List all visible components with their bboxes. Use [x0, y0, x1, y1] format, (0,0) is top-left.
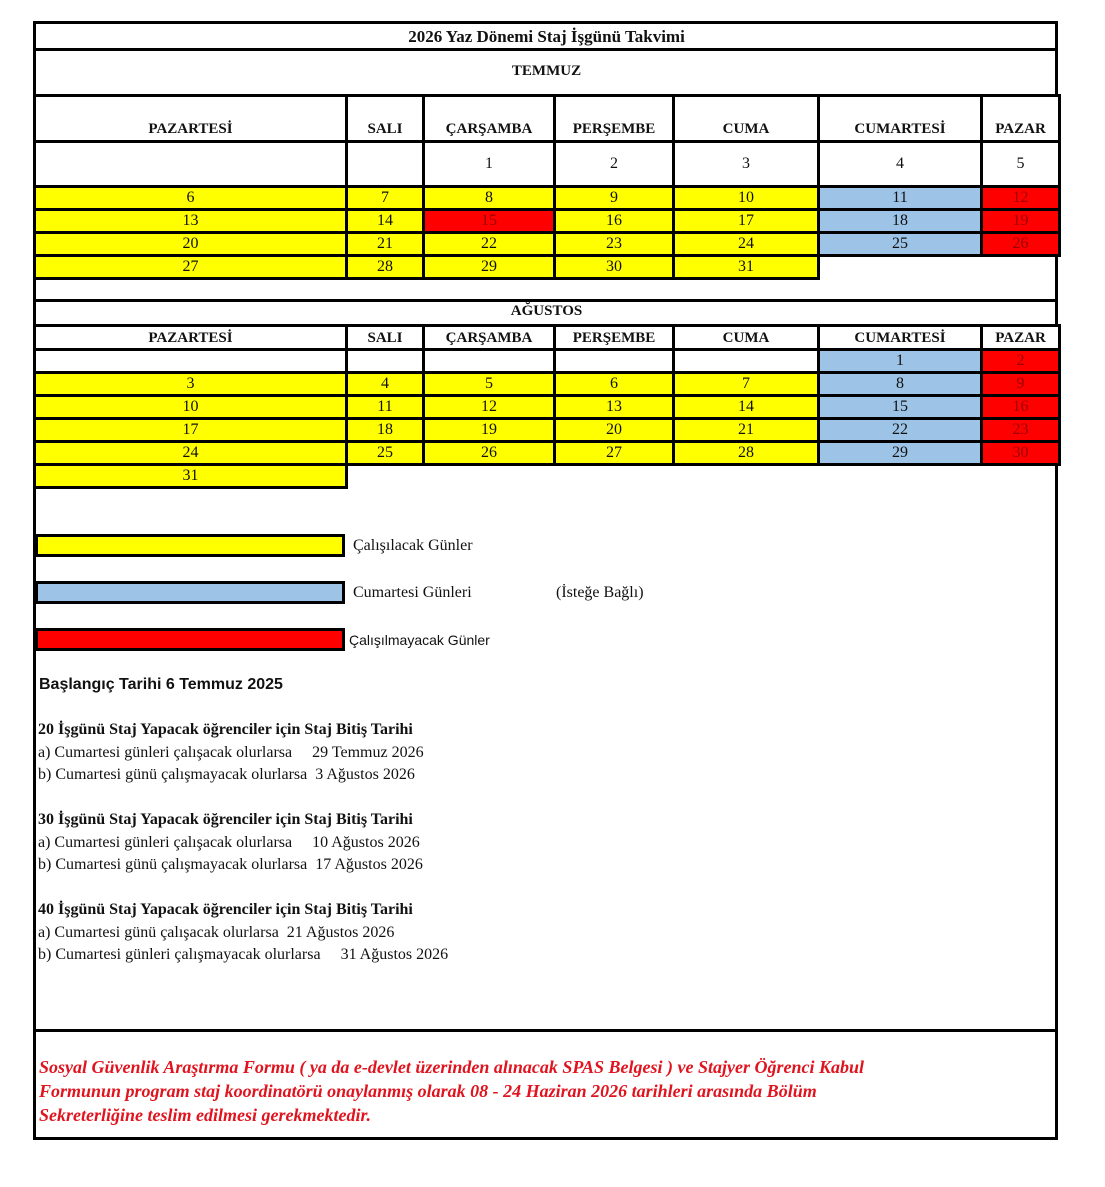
- divider: [33, 1029, 1058, 1032]
- weekday-header-monday: PAZARTESİ: [35, 96, 347, 142]
- legend-label-off: Çalışılmayacak Günler: [349, 632, 490, 648]
- day-cell: 2: [555, 142, 674, 187]
- notice-line: Sosyal Güvenlik Araştırma Formu ( ya da e-devlet üzerinden alınacak SPAS Belgesi ) ve Stajyer Öğrenci Kabul: [39, 1057, 865, 1077]
- july-calendar: [33, 94, 1061, 280]
- notice-line: Sekreterliğine teslim edilmesi gerekmektedir.: [39, 1105, 371, 1125]
- day-cell: 4: [819, 142, 982, 187]
- day-cell-off: 12: [982, 187, 1060, 210]
- weekday-header-thursday: PERŞEMBE: [555, 326, 674, 350]
- end-date-heading: 30 İşgünü Staj Yapacak öğrenciler için Staj Bitiş Tarihi: [38, 811, 413, 828]
- end-date-heading: 40 İşgünü Staj Yapacak öğrenciler için Staj Bitiş Tarihi: [38, 901, 413, 918]
- day-cell-saturday: 18: [819, 210, 982, 233]
- august-calendar: [33, 324, 1061, 489]
- end-date-block-40: [38, 899, 448, 967]
- divider: [33, 299, 1058, 302]
- day-cell-work: 29: [424, 256, 555, 279]
- day-cell-saturday: 29: [819, 442, 982, 465]
- day-cell-work: 6: [35, 187, 347, 210]
- month-title-august: AĞUSTOS: [510, 303, 583, 319]
- end-date-option-a: a) Cumartesi günleri çalışacak olurlarsa 29 Temmuz 2026: [38, 743, 424, 761]
- day-cell-work: 20: [555, 419, 674, 442]
- weekday-header-tuesday: SALI: [347, 96, 424, 142]
- day-cell-work: 7: [347, 187, 424, 210]
- day-cell-work: 13: [35, 210, 347, 233]
- empty-cell: [674, 465, 819, 488]
- day-cell: 5: [982, 142, 1060, 187]
- day-cell-work: 9: [555, 187, 674, 210]
- weekday-header-sunday: PAZAR: [982, 326, 1060, 350]
- day-cell-work: 24: [674, 233, 819, 256]
- day-cell-saturday: 15: [819, 396, 982, 419]
- day-cell: [555, 350, 674, 373]
- day-cell-work: 8: [424, 187, 555, 210]
- month-title-july: TEMMUZ: [511, 63, 582, 79]
- day-cell-work: 27: [35, 256, 347, 279]
- legend-swatch-work: [35, 534, 345, 557]
- day-cell-off: 2: [982, 350, 1060, 373]
- weekday-header-wednesday: ÇARŞAMBA: [424, 326, 555, 350]
- day-cell-saturday: 1: [819, 350, 982, 373]
- start-date: Başlangıç Tarihi 6 Temmuz 2025: [39, 676, 283, 693]
- day-cell-work: 4: [347, 373, 424, 396]
- day-cell: 3: [674, 142, 819, 187]
- day-cell-off: 30: [982, 442, 1060, 465]
- legend-swatch-off: [35, 628, 345, 651]
- day-cell-work: 11: [347, 396, 424, 419]
- legend-note-optional: (İsteğe Bağlı): [556, 584, 644, 601]
- weekday-header-thursday: PERŞEMBE: [555, 96, 674, 142]
- end-date-option-a: a) Cumartesi günleri çalışacak olurlarsa 10 Ağustos 2026: [38, 833, 420, 851]
- day-cell-work: 21: [347, 233, 424, 256]
- day-cell-off: 23: [982, 419, 1060, 442]
- day-cell: 1: [424, 142, 555, 187]
- empty-cell: [982, 256, 1060, 279]
- empty-cell: [982, 465, 1060, 488]
- day-cell-work: 27: [555, 442, 674, 465]
- weekday-header-monday: PAZARTESİ: [35, 326, 347, 350]
- submission-notice: [39, 1055, 1049, 1127]
- day-cell-work: 12: [424, 396, 555, 419]
- day-cell: [35, 142, 347, 187]
- day-cell-work: 31: [35, 465, 347, 488]
- day-cell-work: 10: [674, 187, 819, 210]
- divider: [33, 48, 1058, 51]
- day-cell-off: 9: [982, 373, 1060, 396]
- day-cell-work: 23: [555, 233, 674, 256]
- day-cell-work: 18: [347, 419, 424, 442]
- day-cell-saturday: 8: [819, 373, 982, 396]
- day-cell-off-holiday: 15: [424, 210, 555, 233]
- day-cell-work: 25: [347, 442, 424, 465]
- day-cell-work: 30: [555, 256, 674, 279]
- end-date-option-b: b) Cumartesi günü çalışmayacak olurlarsa 17 Ağustos 2026: [38, 856, 423, 873]
- day-cell-off: 16: [982, 396, 1060, 419]
- weekday-header-saturday: CUMARTESİ: [819, 96, 982, 142]
- day-cell-work: 10: [35, 396, 347, 419]
- day-cell-work: 28: [674, 442, 819, 465]
- day-cell-saturday: 22: [819, 419, 982, 442]
- day-cell-work: 24: [35, 442, 347, 465]
- day-cell-work: 14: [347, 210, 424, 233]
- weekday-header-tuesday: SALI: [347, 326, 424, 350]
- empty-cell: [555, 465, 674, 488]
- empty-cell: [347, 465, 424, 488]
- day-cell-off: 26: [982, 233, 1060, 256]
- day-cell-off: 19: [982, 210, 1060, 233]
- weekday-header-wednesday: ÇARŞAMBA: [424, 96, 555, 142]
- day-cell-work: 21: [674, 419, 819, 442]
- page-title: 2026 Yaz Dönemi Staj İşgünü Takvimi: [408, 27, 685, 46]
- end-date-block-20: [38, 719, 424, 787]
- weekday-header-sunday: PAZAR: [982, 96, 1060, 142]
- weekday-header-friday: CUMA: [674, 326, 819, 350]
- end-date-option-a: a) Cumartesi günü çalışacak olurlarsa 21 Ağustos 2026: [38, 923, 395, 941]
- day-cell-work: 6: [555, 373, 674, 396]
- day-cell-work: 17: [35, 419, 347, 442]
- day-cell: [424, 350, 555, 373]
- end-date-option-b: b) Cumartesi günleri çalışmayacak olurlarsa 31 Ağustos 2026: [38, 946, 449, 963]
- end-date-block-30: [38, 809, 423, 877]
- weekday-header-saturday: CUMARTESİ: [819, 326, 982, 350]
- day-cell-work: 7: [674, 373, 819, 396]
- end-date-heading: 20 İşgünü Staj Yapacak öğrenciler için Staj Bitiş Tarihi: [38, 721, 413, 738]
- day-cell-work: 22: [424, 233, 555, 256]
- day-cell-work: 14: [674, 396, 819, 419]
- weekday-header-friday: CUMA: [674, 96, 819, 142]
- day-cell-work: 28: [347, 256, 424, 279]
- day-cell-work: 17: [674, 210, 819, 233]
- day-cell-work: 20: [35, 233, 347, 256]
- legend-swatch-saturday: [35, 581, 345, 604]
- day-cell-work: 5: [424, 373, 555, 396]
- legend-label-work: Çalışılacak Günler: [353, 537, 473, 554]
- notice-line: Formunun program staj koordinatörü onaylanmış olarak 08 - 24 Haziran 2026 tarihleri arasında Bölüm: [39, 1081, 817, 1101]
- day-cell-saturday: 11: [819, 187, 982, 210]
- day-cell-work: 31: [674, 256, 819, 279]
- day-cell: [35, 350, 347, 373]
- legend-label-saturday: Cumartesi Günleri: [353, 584, 472, 601]
- empty-cell: [424, 465, 555, 488]
- day-cell-work: 19: [424, 419, 555, 442]
- day-cell-work: 16: [555, 210, 674, 233]
- empty-cell: [819, 465, 982, 488]
- day-cell: [347, 142, 424, 187]
- day-cell: [347, 350, 424, 373]
- empty-cell: [819, 256, 982, 279]
- day-cell-work: 26: [424, 442, 555, 465]
- day-cell-saturday: 25: [819, 233, 982, 256]
- day-cell-work: 3: [35, 373, 347, 396]
- day-cell: [674, 350, 819, 373]
- day-cell-work: 13: [555, 396, 674, 419]
- end-date-option-b: b) Cumartesi günü çalışmayacak olurlarsa 3 Ağustos 2026: [38, 766, 415, 783]
